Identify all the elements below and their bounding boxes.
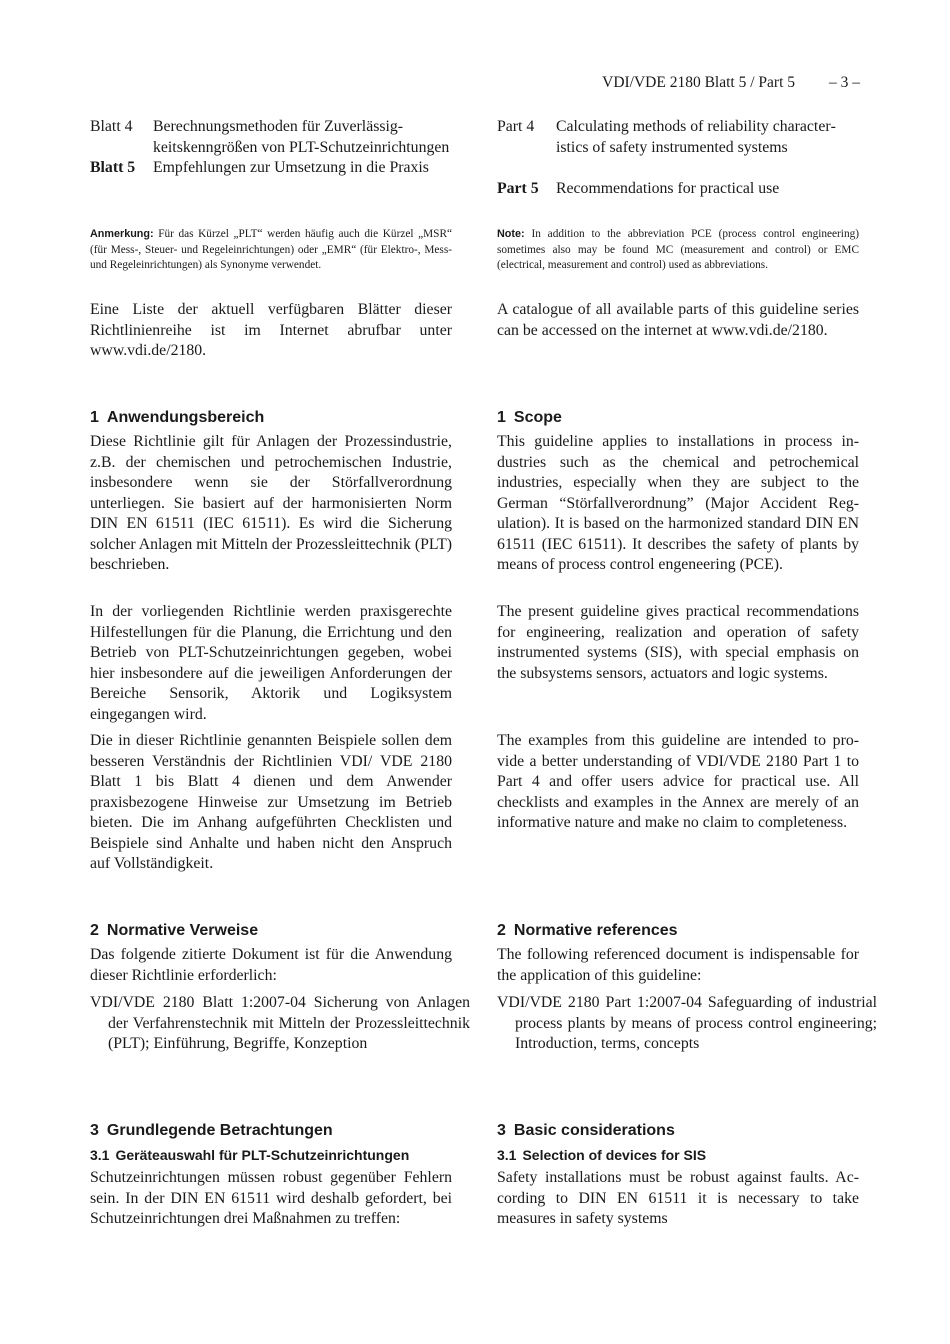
- paragraph: The present guideline gives practical recommendations for engineering, realization and operation of safety instrumented systems (SIS), with special emphasis on the subsystems sensors, actuators and logic systems.: [497, 603, 859, 682]
- paragraph: Das folgende zitierte Dokument ist für die Anwendung dieser Richtlinie erforderlich:: [90, 946, 452, 984]
- part-entry: [90, 117, 452, 158]
- section-title: Basic considerations: [513, 1122, 675, 1139]
- note-text: Für das Kürzel „PLT“ werden häufig auch die Kürzel „MSR“ (für Mess-, Steuer- und Regeleinrichtungen) oder „EMR“ (für Elektro-, Mess- und Regeleinrichtungen) als Synonyme verwendet.: [90, 228, 453, 272]
- part-entry: [497, 179, 859, 200]
- part-title: Recommendations for practical use: [556, 179, 780, 197]
- note-label: Anmerkung:: [90, 228, 154, 240]
- part-number: Part 4: [497, 118, 535, 135]
- catalogue-paragraph: A catalogue of all available parts of this guideline series can be accessed on the internet at www.vdi.de/2180.: [497, 301, 859, 339]
- section-heading: [90, 920, 452, 942]
- reference-entry: VDI/VDE 2180 Blatt 1:2007-04 Sicherung von Anlagen der Verfahrenstechnik mit Mitteln der Prozessleittechnik (PLT); Einführung, Begriffe, Konzeption: [90, 994, 470, 1052]
- section-number: 2: [90, 922, 99, 939]
- parts-list: [497, 117, 859, 199]
- subsection-number: 3.1: [90, 1147, 110, 1163]
- section-heading: [90, 407, 452, 429]
- subsection-heading: [497, 1145, 859, 1165]
- subsection-title: Selection of devices for SIS: [522, 1147, 707, 1163]
- parts-list: [90, 117, 452, 179]
- paragraph: This guideline applies to installations in process industries such as the chemical and petrochemical industries, especially when they are subject to the German “Störfallverordnung” (Major Accident Regulation). It is based on the harmonized standard DIN EN 61511 (IEC 61511). It describes the safety of plants by means of process control engeneering (PCE).: [497, 433, 859, 573]
- part-number: Blatt 5: [90, 159, 136, 176]
- subsection-number: 3.1: [497, 1147, 517, 1163]
- section-title: Normative Verweise: [106, 922, 259, 939]
- part-title: Berechnungsmethoden für Zuverlässigkeitskenngrößen von PLT-Schutzeinrichtungen: [153, 118, 450, 156]
- section-number: 3: [90, 1122, 99, 1139]
- section-heading: [497, 407, 859, 429]
- part-title: Empfehlungen zur Umsetzung in die Praxis: [153, 159, 429, 176]
- reference-entry: VDI/VDE 2180 Part 1:2007-04 Safeguarding of industrial process plants by means of process control engineering; Introduction, terms, concepts: [497, 994, 877, 1052]
- subsection-heading: [90, 1145, 452, 1165]
- paragraph: Safety installations must be robust against faults. According to DIN EN 61511 it is necessary to take measures in safety systems: [497, 1169, 859, 1227]
- paragraph: Die in dieser Richtlinie genannten Beispiele sollen dem besseren Verständnis der Richtlinien VDI/ VDE 2180 Blatt 1 bis Blatt 4 dienen und dem Anwender praxisbezogene Hinweise zur Umsetzung im Betrieb bieten. Die im Anhang aufgeführten Checklisten und Beispiele sind Anhalte und haben nicht den Anspruch auf Vollständigkeit.: [90, 732, 452, 872]
- section-heading: [90, 1120, 452, 1142]
- page-header: [602, 74, 860, 92]
- note: [497, 227, 859, 274]
- note: [90, 227, 452, 274]
- page-number: – 3 –: [829, 74, 860, 91]
- paragraph: Diese Richtlinie gilt für Anlagen der Prozessindustrie, z.B. der chemischen und petrochemischen Industrie, insbesondere wenn sie der Störfallverordnung unterliegen. Sie basiert auf der harmonisierten Norm DIN EN 61511 (IEC 61511). Es wird die Sicherung solcher Anlagen mit Mitteln der Prozessleittechnik (PLT) beschrieben.: [90, 433, 452, 573]
- part-number: Blatt 4: [90, 118, 133, 135]
- section-number: 2: [497, 922, 506, 939]
- paragraph: The examples from this guideline are intended to provide a better understanding of VDI/VDE 2180 Part 1 to Part 4 and offer users advice for practical use. All checklists and examples in the Annex are merely of an informative nature and make no claim to completeness.: [497, 732, 859, 831]
- paragraph: In der vorliegenden Richtlinie werden praxisgerechte Hilfestellungen für die Planung, die Errichtung und den Betrieb von PLT-Schutzeinrichtungen gegeben, wobei hier insbesondere auf die jeweiligen Anforderungen der Bereiche Sensorik, Aktorik und Logiksystem eingegangen wird.: [90, 603, 452, 723]
- section-title: Grundlegende Betrachtungen: [106, 1122, 333, 1139]
- section-title: Scope: [513, 409, 562, 426]
- section-number: 3: [497, 1122, 506, 1139]
- section-number: 1: [90, 409, 99, 426]
- paragraph: The following referenced document is indispensable for the application of this guideline:: [497, 946, 859, 984]
- note-text: In addition to the abbreviation PCE (process control engineering) sometimes also may be found MC (measurement and control) or EMC (electrical, measurement and control) used as abbreviations.: [497, 228, 860, 272]
- part-number: Part 5: [497, 179, 539, 197]
- paragraph: Schutzeinrichtungen müssen robust gegenüber Fehlern sein. In der DIN EN 61511 wird deshalb gefordert, bei Schutzeinrichtungen drei Maßnahmen zu treffen:: [90, 1169, 452, 1227]
- section-heading: [497, 920, 859, 942]
- section-heading: [497, 1120, 859, 1142]
- part-title: Calculating methods of reliability characteristics of safety instrumented systems: [556, 118, 836, 156]
- document-title: VDI/VDE 2180 Blatt 5 / Part 5: [602, 74, 795, 91]
- section-title: Anwendungsbereich: [106, 409, 265, 426]
- section-number: 1: [497, 409, 506, 426]
- part-entry: [90, 158, 452, 179]
- note-label: Note:: [497, 228, 525, 240]
- part-entry: [497, 117, 859, 158]
- subsection-title: Geräteauswahl für PLT-Schutzeinrichtungen: [115, 1147, 410, 1163]
- section-title: Normative references: [513, 922, 678, 939]
- catalogue-paragraph: Eine Liste der aktuell verfügbaren Blätter dieser Richtlinienreihe ist im Internet abrufbar unter www.vdi.de/2180.: [90, 301, 452, 359]
